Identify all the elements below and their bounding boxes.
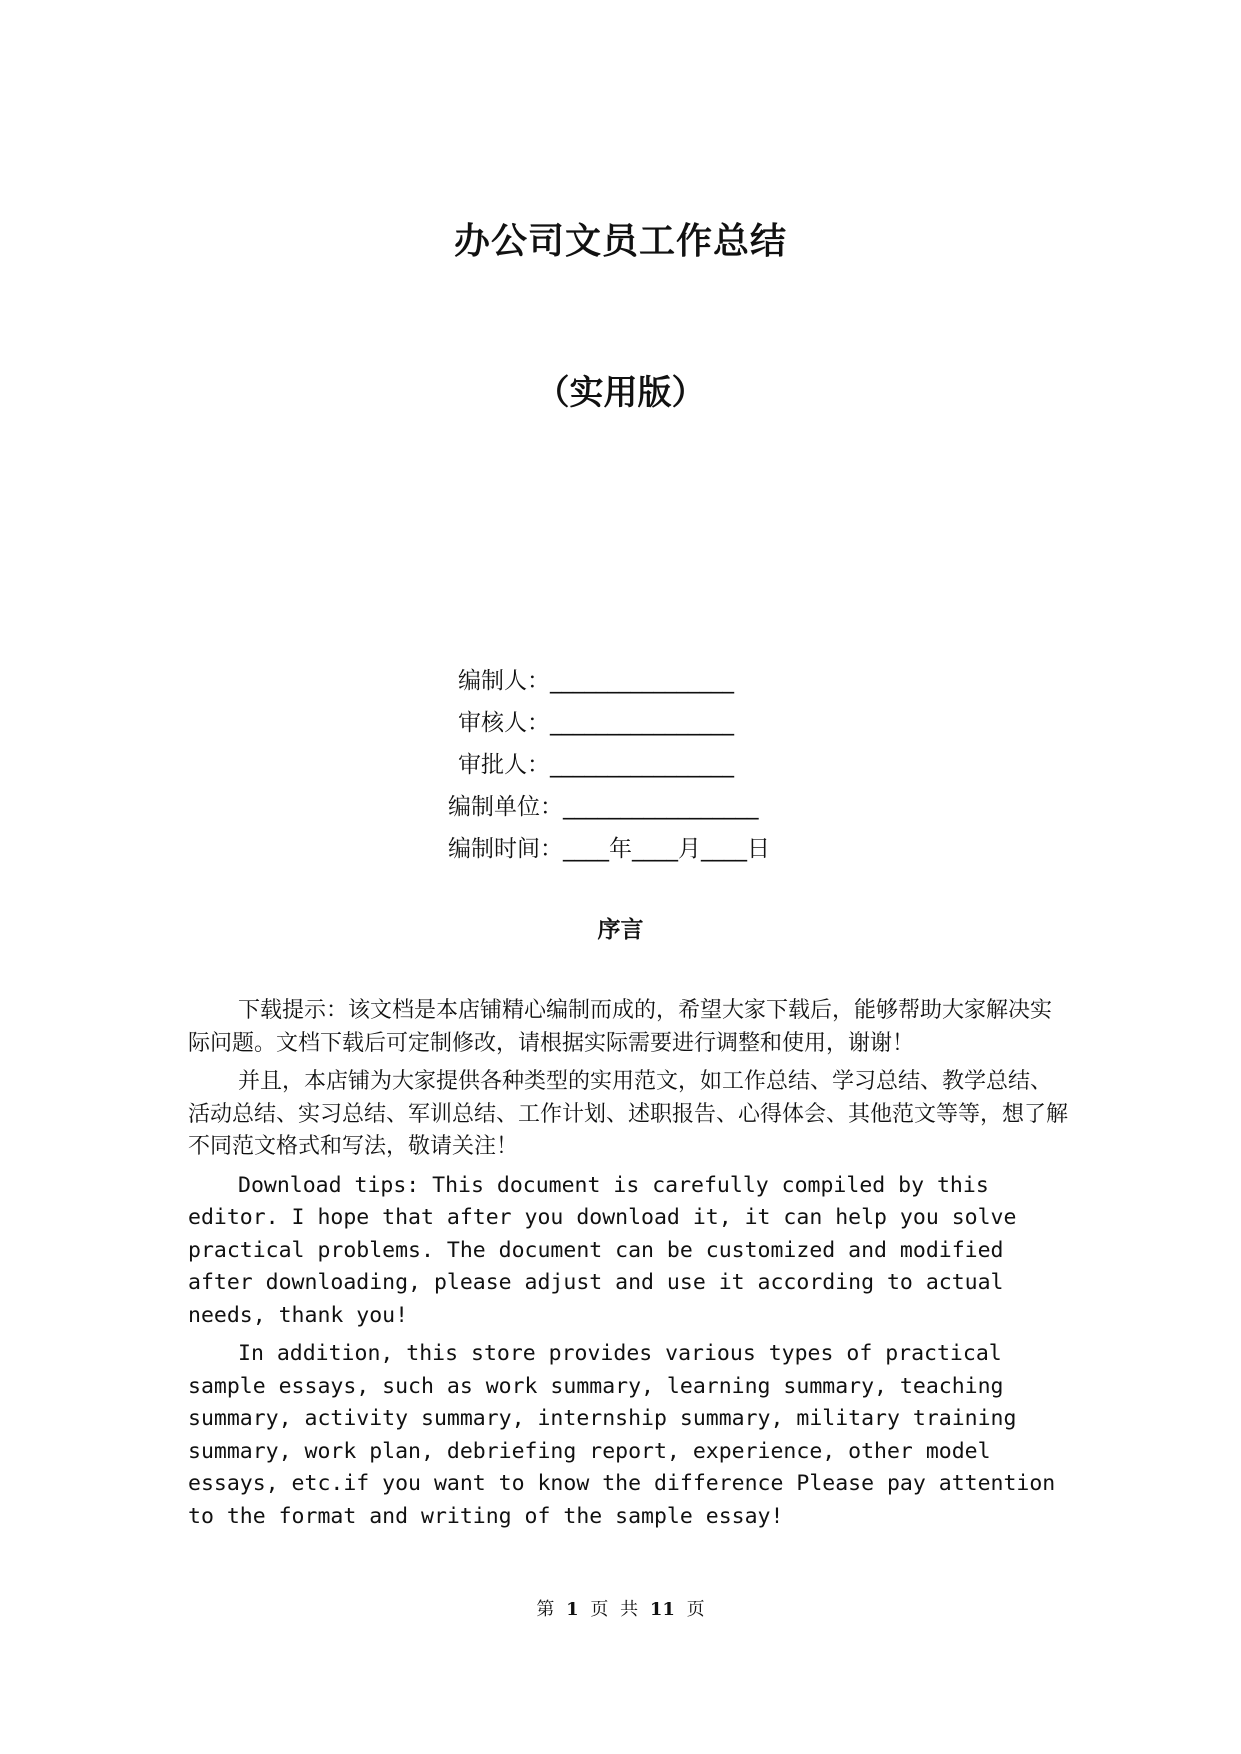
form-blank: ________________ — [550, 710, 734, 736]
footer-suffix: 页 — [686, 1599, 705, 1620]
form-row-date — [0, 828, 1241, 870]
page-footer — [0, 1598, 1241, 1622]
form-blank: ________________ — [550, 752, 734, 778]
preface-paragraph: 并且，本店铺为大家提供各种类型的实用范文，如工作总结、学习总结、教学总结、活动总结、实习总结、军训总结、工作计划、述职报告、心得体会、其他范文等等，想了解不同范文格式和写法，敬请关注！ — [188, 1069, 1069, 1159]
form-blank: _________________ — [563, 794, 759, 820]
form-blank: ________________ — [550, 668, 734, 694]
preface-body — [188, 995, 1068, 1539]
form-label: 编制人： — [458, 668, 550, 694]
footer-prefix: 第 — [536, 1599, 555, 1620]
preface-paragraph: Download tips: This document is carefully compiled by this editor. I hope that after you download it, it can help you solve practical problems. The document can be customized and modified after downloading, please adjust and use it according to actual needs, thank you! — [188, 1172, 1017, 1328]
document-subtitle: （实用版） — [535, 373, 706, 413]
form-row-approver — [0, 744, 1241, 786]
form-row-reviewer — [0, 702, 1241, 744]
form-label: 审核人： — [458, 710, 550, 736]
preface-heading: 序言 — [597, 916, 644, 943]
form-blank: ____年____月____日 — [563, 836, 770, 862]
form-label: 审批人： — [458, 752, 550, 778]
current-page-number: 1 — [566, 1599, 579, 1620]
preface-paragraph: In addition, this store provides various types of practical sample essays, such as work summary, learning summary, teaching summary, activity summary, internship summary, military training summary, work plan, debriefing report, experience, other model essays, etc.if you want to know the difference Please pay attention to the format and writing of the sample essay! — [188, 1341, 1056, 1529]
total-pages-number: 11 — [649, 1599, 675, 1620]
footer-middle: 页 共 — [590, 1599, 639, 1620]
form-label: 编制时间： — [448, 836, 563, 862]
signature-form — [0, 660, 1241, 870]
form-label: 编制单位： — [448, 794, 563, 820]
form-row-unit — [0, 786, 1241, 828]
preface-paragraph: 下载提示：该文档是本店铺精心编制而成的，希望大家下载后，能够帮助大家解决实际问题。文档下载后可定制修改，请根据实际需要进行调整和使用，谢谢！ — [188, 998, 1053, 1056]
form-row-compiler — [0, 660, 1241, 702]
document-title: 办公司文员工作总结 — [453, 221, 787, 262]
